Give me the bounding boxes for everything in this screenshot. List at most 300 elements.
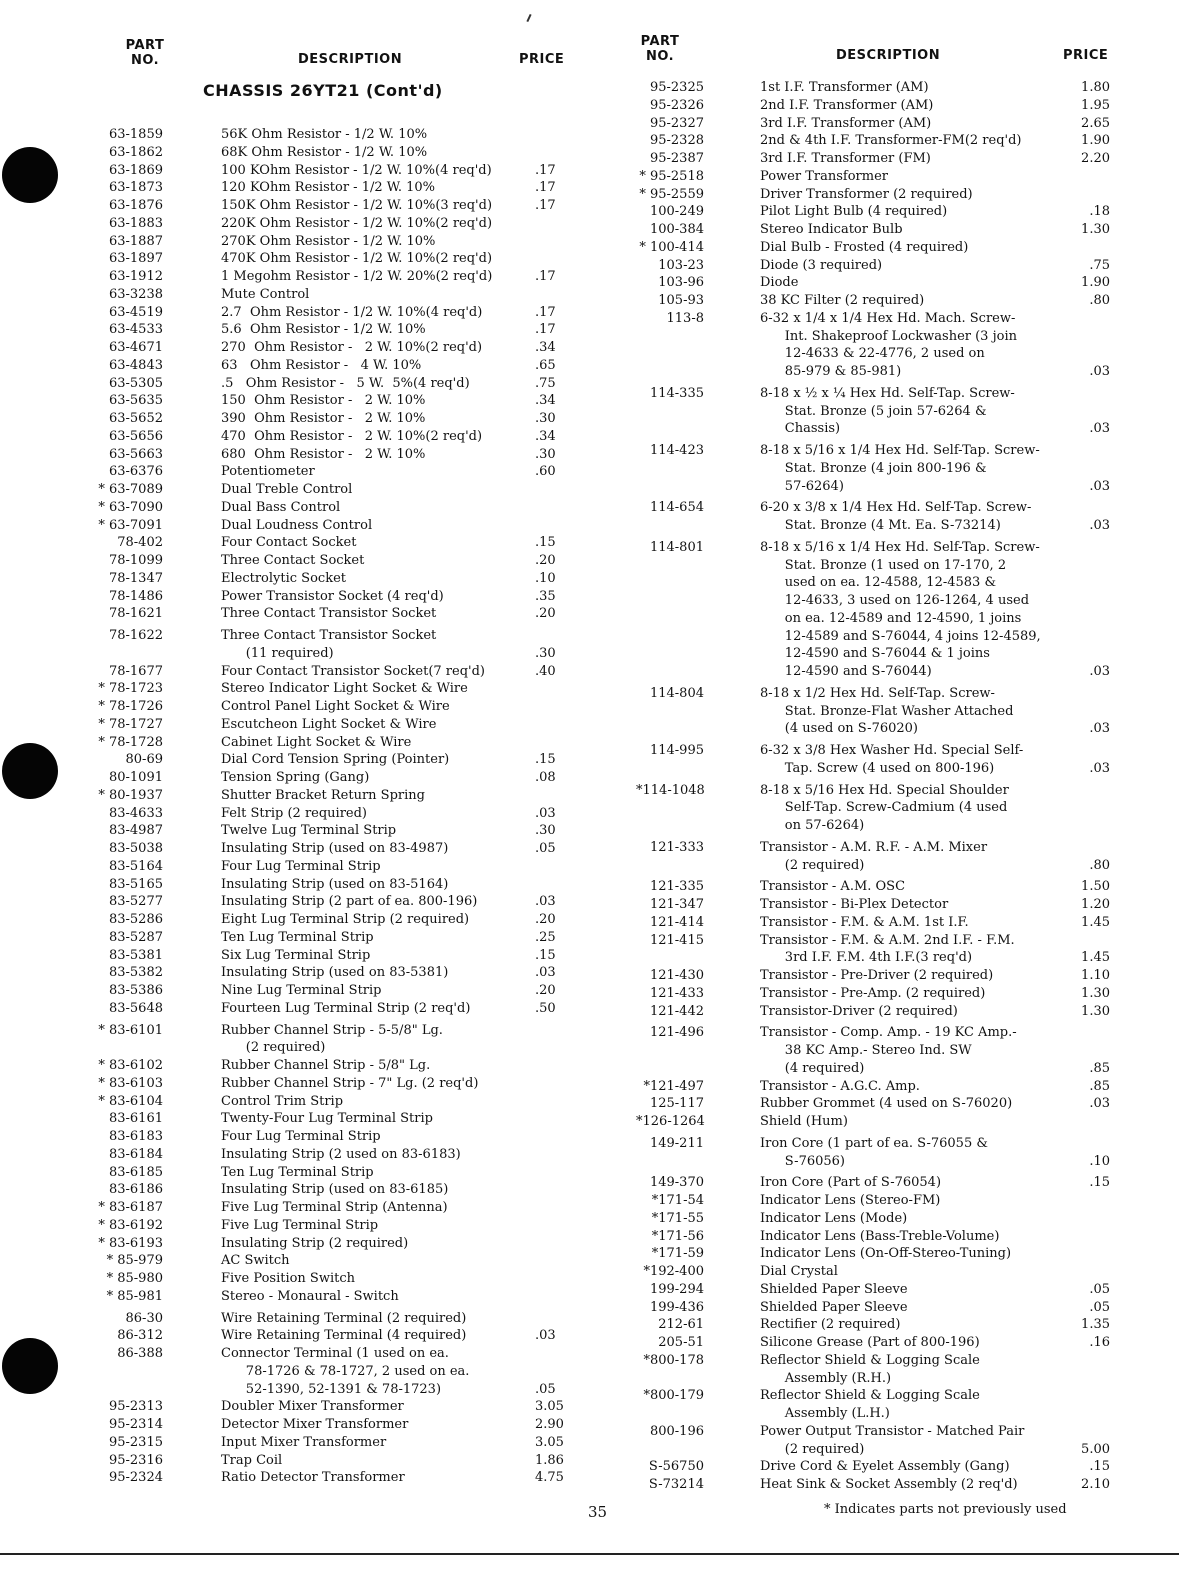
part-description: Felt Strip (2 required) <box>221 805 368 821</box>
table-row <box>95 947 595 965</box>
part-price: .15 <box>535 535 556 551</box>
part-description: Indicator Lens (Stereo-FM) <box>760 1193 941 1208</box>
part-price: .20 <box>535 912 556 927</box>
part-price: 1.95 <box>1081 97 1110 113</box>
part-no-header: PART NO. <box>640 34 680 64</box>
table-row <box>95 534 595 552</box>
right-column <box>636 30 1116 1494</box>
part-description: 2nd & 4th I.F. Transformer-FM(2 req'd) <box>760 133 1022 149</box>
part-description: Ten Lug Terminal Strip <box>221 929 374 945</box>
table-row <box>95 1164 595 1182</box>
part-number: *800-178 <box>643 1352 704 1368</box>
part-price: 2.10 <box>1081 1477 1110 1492</box>
part-description: Cabinet Light Socket & Wire <box>221 734 412 750</box>
table-row <box>95 233 595 251</box>
part-description: Dual Loudness Control <box>221 517 373 533</box>
part-number: 83-5286 <box>108 912 163 927</box>
part-number: 800-196 <box>649 1423 704 1439</box>
table-row <box>636 1113 1116 1131</box>
part-price: .03 <box>1089 421 1110 437</box>
part-description: Dial Crystal <box>760 1264 838 1279</box>
table-row <box>636 985 1116 1003</box>
part-price: 1.30 <box>1081 222 1110 237</box>
part-number: 95-2327 <box>649 115 704 131</box>
part-description: Five Lug Terminal Strip (Antenna) <box>221 1200 448 1215</box>
part-number: 83-4987 <box>108 823 163 839</box>
part-price: .05 <box>1089 1281 1110 1297</box>
part-description: Ten Lug Terminal Strip <box>221 1164 374 1180</box>
part-number: 63-5656 <box>108 428 163 444</box>
table-row <box>636 115 1116 133</box>
table-row <box>95 1181 595 1199</box>
part-description: 68K Ohm Resistor - 1/2 W. 10% <box>221 144 428 160</box>
table-row <box>95 1434 595 1452</box>
part-price: .15 <box>1089 1459 1110 1475</box>
part-number: 86-30 <box>125 1310 163 1326</box>
part-description: .5 Ohm Resistor - 5 W. 5%(4 req'd) <box>221 375 470 391</box>
part-number: *171-55 <box>651 1210 704 1226</box>
part-number: * 83-6101 <box>98 1022 163 1038</box>
part-price: .34 <box>535 428 556 444</box>
table-row <box>95 1327 595 1345</box>
table-row <box>95 751 595 769</box>
part-description: Stereo Indicator Bulb <box>760 222 903 237</box>
part-description: 2.7 Ohm Resistor - 1/2 W. 10%(4 req'd) <box>221 304 483 320</box>
part-price: 1.86 <box>535 1452 564 1468</box>
part-description: Drive Cord & Eyelet Assembly (Gang) <box>760 1459 1010 1475</box>
part-price: .03 <box>1089 1096 1110 1112</box>
part-price: .80 <box>1089 293 1110 308</box>
part-description: Input Mixer Transformer <box>221 1434 387 1450</box>
part-description: Potentiometer <box>221 464 315 480</box>
table-row <box>95 428 595 446</box>
part-number: 63-4519 <box>108 304 163 320</box>
part-number: S-56750 <box>648 1459 704 1475</box>
table-row <box>95 911 595 929</box>
part-number: 83-5382 <box>108 965 163 981</box>
table-row <box>636 914 1116 932</box>
part-description: Electrolytic Socket <box>221 570 346 586</box>
section-title: CHASSIS 26YT21 (Cont'd) <box>203 81 443 100</box>
part-number: 83-6184 <box>108 1146 163 1162</box>
part-number: *800-179 <box>643 1388 704 1404</box>
table-row <box>636 742 1116 778</box>
table-row <box>95 929 595 947</box>
part-number: * 80-1937 <box>98 787 163 803</box>
description-header: DESCRIPTION <box>836 48 941 63</box>
table-row <box>95 446 595 464</box>
punch-hole-middle <box>2 743 58 799</box>
part-price: .10 <box>1089 1153 1110 1169</box>
part-number: 95-2387 <box>649 151 704 166</box>
part-price: .15 <box>535 947 556 963</box>
right-parts-list <box>636 79 1116 1494</box>
part-price: 1.30 <box>1081 985 1110 1001</box>
table-row <box>95 1270 595 1288</box>
table-row <box>636 239 1116 257</box>
part-number: *192-400 <box>643 1264 704 1279</box>
table-row <box>636 274 1116 292</box>
part-price: 5.00 <box>1081 1441 1110 1457</box>
part-price: .03 <box>535 805 556 821</box>
part-description: Doubler Mixer Transformer <box>221 1399 404 1415</box>
part-description: Stereo Indicator Light Socket & Wire <box>221 681 468 697</box>
part-description: Tension Spring (Gang) <box>221 770 370 785</box>
part-description: Insulating Strip (2 used on 83-6183) <box>221 1146 461 1162</box>
table-row <box>95 627 595 663</box>
part-price: .03 <box>1089 664 1110 679</box>
part-description: Four Lug Terminal Strip <box>221 858 381 874</box>
table-row <box>95 1093 595 1111</box>
part-description: Three Contact Transistor Socket <box>221 606 437 622</box>
part-price: 1.30 <box>1081 1003 1110 1019</box>
table-row <box>636 1387 1116 1423</box>
part-number: 78-402 <box>117 535 163 551</box>
part-number: 63-1869 <box>108 162 163 178</box>
table-row <box>95 1310 595 1328</box>
scan-mark <box>526 14 531 22</box>
part-price: 2.65 <box>1081 115 1110 131</box>
part-description: Control Trim Strip <box>221 1093 344 1109</box>
part-number: * 95-2518 <box>639 168 704 184</box>
part-description: 150K Ohm Resistor - 1/2 W. 10%(3 req'd) <box>221 198 493 213</box>
page-number: 35 <box>588 1503 608 1521</box>
table-row <box>636 221 1116 239</box>
table-row <box>95 787 595 805</box>
table-row <box>95 392 595 410</box>
table-row <box>95 1452 595 1470</box>
part-number: * 85-979 <box>106 1253 163 1269</box>
part-description: Indicator Lens (Mode) <box>760 1210 908 1226</box>
table-row <box>636 1003 1116 1021</box>
table-row <box>95 481 595 499</box>
table-row <box>95 321 595 339</box>
part-price: 1.10 <box>1081 968 1110 983</box>
part-description: Shutter Bracket Return Spring <box>221 787 425 803</box>
part-description: Transistor - Bi-Plex Detector <box>760 897 949 912</box>
part-number: 114-804 <box>649 685 704 701</box>
table-row <box>95 1075 595 1093</box>
table-row <box>636 685 1116 738</box>
part-description: 470 Ohm Resistor - 2 W. 10%(2 req'd) <box>221 428 483 444</box>
part-number: 121-333 <box>649 839 704 855</box>
part-number: 78-1486 <box>108 588 163 604</box>
part-description: Iron Core (Part of S-76054) <box>760 1175 942 1191</box>
part-number: 83-6183 <box>108 1129 163 1144</box>
part-number: 63-6376 <box>108 464 163 480</box>
part-description: Driver Transformer (2 required) <box>760 186 973 202</box>
part-description: Iron Core (1 part of ea. S-76055 & S-76056) <box>760 1135 988 1169</box>
part-number: *171-56 <box>651 1228 704 1244</box>
part-number: *114-1048 <box>636 782 705 798</box>
part-number: 63-1873 <box>108 180 163 196</box>
table-row <box>95 663 595 681</box>
part-price: 1.45 <box>1081 914 1110 930</box>
part-number: 95-2325 <box>649 80 704 95</box>
part-number: 78-1621 <box>108 606 163 622</box>
table-row <box>636 203 1116 221</box>
part-number: 83-5648 <box>108 1000 163 1016</box>
part-number: 149-211 <box>649 1135 704 1151</box>
part-number: 63-4533 <box>108 322 163 338</box>
table-row <box>95 1345 595 1398</box>
part-number: 121-496 <box>649 1025 704 1041</box>
part-number: 121-414 <box>649 914 704 930</box>
part-price: .05 <box>1089 1299 1110 1315</box>
part-number: 114-801 <box>649 539 704 555</box>
part-number: 78-1347 <box>108 570 163 586</box>
table-row <box>636 896 1116 914</box>
table-row <box>636 499 1116 535</box>
part-description: Insulating Strip (2 part of ea. 800-196) <box>221 894 478 910</box>
table-row <box>95 517 595 535</box>
part-price: .40 <box>535 663 556 679</box>
part-description: 3rd I.F. Transformer (FM) <box>760 151 931 166</box>
part-price: .80 <box>1089 857 1110 873</box>
part-number: 78-1622 <box>108 628 163 643</box>
part-number: 121-347 <box>649 897 704 912</box>
table-row <box>95 339 595 357</box>
part-price: 3.05 <box>535 1399 564 1415</box>
part-description: Power Transformer <box>760 168 888 184</box>
part-description: 6-32 x 3/8 Hex Washer Hd. Special Self- Tap. Screw (4 used on 800-196) <box>760 743 1024 776</box>
part-number: 199-294 <box>649 1281 704 1297</box>
part-description: Silicone Grease (Part of 800-196) <box>760 1335 980 1350</box>
part-price: 4.75 <box>535 1470 564 1486</box>
part-description: Transistor - Pre-Driver (2 required) <box>760 968 994 983</box>
part-number: 80-69 <box>125 752 163 768</box>
part-number: 205-51 <box>658 1335 704 1350</box>
part-description: Four Contact Transistor Socket(7 req'd) <box>221 663 485 679</box>
table-row <box>95 552 595 570</box>
part-description: Detector Mixer Transformer <box>221 1417 409 1432</box>
part-description: Reflector Shield & Logging Scale Assembly (L.H.) <box>760 1388 980 1421</box>
part-description: Insulating Strip (used on 83-6185) <box>221 1182 449 1198</box>
part-price: 2.90 <box>535 1417 564 1432</box>
part-number: 83-5038 <box>108 841 163 856</box>
part-price: 1.20 <box>1081 897 1110 912</box>
part-number: 212-61 <box>658 1317 704 1333</box>
part-description: Nine Lug Terminal Strip <box>221 983 382 998</box>
table-row <box>636 257 1116 275</box>
part-number: 83-5287 <box>108 929 163 945</box>
part-number: * 83-6103 <box>98 1075 163 1091</box>
table-row <box>95 1022 595 1058</box>
table-row <box>95 144 595 162</box>
part-description: Five Position Switch <box>221 1271 356 1286</box>
part-price: .20 <box>535 553 556 568</box>
part-number: 83-5277 <box>108 894 163 910</box>
part-price: .17 <box>535 304 556 320</box>
part-number: 86-312 <box>117 1328 163 1344</box>
part-price: .05 <box>535 1381 556 1397</box>
table-row <box>95 822 595 840</box>
table-row <box>95 126 595 144</box>
part-number: * 78-1726 <box>98 699 163 714</box>
part-number: * 95-2559 <box>639 186 704 202</box>
table-row <box>95 357 595 375</box>
table-row <box>95 1252 595 1270</box>
part-number: 63-5635 <box>108 393 163 409</box>
table-row <box>95 698 595 716</box>
part-description: Transistor - F.M. & A.M. 2nd I.F. - F.M. 3rd I.F. F.M. 4th I.F.(3 req'd) <box>760 932 1015 966</box>
part-number: 149-370 <box>649 1175 704 1191</box>
part-description: Rubber Grommet (4 used on S-76020) <box>760 1096 1013 1112</box>
part-price: .85 <box>1089 1078 1110 1094</box>
part-description: Transistor - A.M. OSC <box>760 879 906 895</box>
part-number: 83-5164 <box>108 858 163 874</box>
table-row <box>636 932 1116 968</box>
table-row <box>636 1458 1116 1476</box>
part-number: 114-995 <box>649 743 704 758</box>
part-description: Transistor - F.M. & A.M. 1st I.F. <box>760 914 969 930</box>
part-description: Transistor - A.M. R.F. - A.M. Mixer (2 required) <box>760 839 988 873</box>
table-row <box>636 967 1116 985</box>
part-description: 1st I.F. Transformer (AM) <box>760 80 929 95</box>
part-number: * 63-7089 <box>98 482 163 497</box>
part-description: Five Lug Terminal Strip <box>221 1217 379 1233</box>
table-row <box>636 1263 1116 1281</box>
part-description: Shielded Paper Sleeve <box>760 1281 908 1297</box>
part-description: Four Contact Socket <box>221 535 357 551</box>
table-row <box>636 79 1116 97</box>
part-number: * 63-7091 <box>98 517 163 533</box>
part-price: .17 <box>535 269 556 284</box>
part-number: 125-117 <box>649 1096 704 1112</box>
part-number: 121-442 <box>649 1003 704 1019</box>
part-price: .30 <box>535 645 556 661</box>
part-number: *126-1264 <box>636 1114 705 1129</box>
part-price: .08 <box>535 770 556 785</box>
right-column-header <box>636 30 1116 74</box>
part-number: 63-5305 <box>108 375 163 391</box>
bottom-rule <box>0 1553 1179 1555</box>
price-header: PRICE <box>1063 48 1109 63</box>
part-number: 83-6161 <box>108 1111 163 1127</box>
part-number: 83-5386 <box>108 983 163 998</box>
table-row <box>95 268 595 286</box>
part-number: 83-6185 <box>108 1164 163 1180</box>
table-row <box>95 805 595 823</box>
part-price: .17 <box>535 180 556 196</box>
part-price: .30 <box>535 823 556 839</box>
part-description: Transistor-Driver (2 required) <box>760 1003 958 1019</box>
table-row <box>636 1352 1116 1388</box>
part-price: .03 <box>1089 518 1110 533</box>
part-number: * 83-6102 <box>98 1058 163 1073</box>
part-description: 38 KC Filter (2 required) <box>760 293 925 308</box>
part-number: 63-1883 <box>108 215 163 231</box>
part-number: 121-430 <box>649 968 704 983</box>
part-description: Insulating Strip (used on 83-4987) <box>221 841 449 856</box>
table-row <box>95 375 595 393</box>
table-row <box>95 499 595 517</box>
part-number: 95-2324 <box>108 1470 163 1486</box>
part-description: 8-18 x 1/2 Hex Hd. Self-Tap. Screw- Stat. Bronze-Flat Washer Attached (4 used on S-76020) <box>760 685 1014 737</box>
part-description: Power Transistor Socket (4 req'd) <box>221 588 444 604</box>
part-number: *171-59 <box>651 1246 704 1262</box>
table-row <box>636 150 1116 168</box>
part-price: .75 <box>535 375 556 391</box>
punch-hole-top <box>2 147 58 203</box>
part-number: * 78-1723 <box>98 681 163 697</box>
part-price: 2.20 <box>1081 151 1110 166</box>
part-number: * 100-414 <box>639 239 704 255</box>
table-row <box>636 1476 1116 1494</box>
table-row <box>636 1334 1116 1352</box>
table-row <box>95 197 595 215</box>
part-description: 8-18 x 5/16 x 1/4 Hex Hd. Self-Tap. Screw- Stat. Bronze (4 join 800-196 & 57-6264) <box>760 443 1040 494</box>
part-description: Pilot Light Bulb (4 required) <box>760 204 948 220</box>
part-price: .15 <box>535 752 556 768</box>
part-number: * 83-6193 <box>98 1235 163 1251</box>
part-price: 3.05 <box>535 1434 564 1450</box>
part-description: Twelve Lug Terminal Strip <box>221 823 397 839</box>
table-row <box>95 1000 595 1018</box>
part-number: 100-384 <box>649 222 704 237</box>
part-description: 1 Megohm Resistor - 1/2 W. 20%(2 req'd) <box>221 269 493 284</box>
punch-hole-bottom <box>2 1338 58 1394</box>
table-row <box>95 769 595 787</box>
part-price: 1.45 <box>1081 950 1110 966</box>
table-row <box>95 1217 595 1235</box>
price-header: PRICE <box>519 52 565 67</box>
part-description: Shielded Paper Sleeve <box>760 1299 908 1315</box>
part-number: 80-1091 <box>108 770 163 785</box>
part-number: 113-8 <box>666 310 704 326</box>
part-description: Insulating Strip (used on 83-5164) <box>221 876 449 892</box>
part-description: Shield (Hum) <box>760 1114 848 1129</box>
part-description: Insulating Strip (2 required) <box>221 1235 409 1251</box>
left-parts-list <box>95 126 595 1487</box>
part-description: 5.6 Ohm Resistor - 1/2 W. 10% <box>221 322 426 338</box>
part-price: .03 <box>1089 721 1110 737</box>
part-number: 95-2328 <box>649 133 704 149</box>
table-row <box>95 893 595 911</box>
part-description: 100 KOhm Resistor - 1/2 W. 10%(4 req'd) <box>221 162 492 178</box>
table-row <box>95 858 595 876</box>
part-description: Transistor - Pre-Amp. (2 required) <box>760 985 986 1001</box>
table-row <box>95 1110 595 1128</box>
part-price: .17 <box>535 198 556 213</box>
table-row <box>95 410 595 428</box>
part-price: .17 <box>535 322 556 338</box>
part-price: .20 <box>535 983 556 998</box>
table-row <box>95 605 595 623</box>
part-description: Rubber Channel Strip - 5-5/8" Lg. (2 required) <box>221 1022 443 1056</box>
part-price: .25 <box>535 929 556 945</box>
part-price: .10 <box>535 570 556 586</box>
part-description: Reflector Shield & Logging Scale Assembly (R.H.) <box>760 1352 980 1386</box>
part-description: Indicator Lens (On-Off-Stereo-Tuning) <box>760 1246 1012 1262</box>
part-price: .85 <box>1089 1060 1110 1076</box>
part-number: S-73214 <box>648 1477 704 1492</box>
table-row <box>95 463 595 481</box>
part-description: 390 Ohm Resistor - 2 W. 10% <box>221 411 426 426</box>
part-description: Diode (3 required) <box>760 257 883 273</box>
part-price: .15 <box>1089 1175 1110 1191</box>
part-price: 1.50 <box>1081 879 1110 895</box>
part-description: 470K Ohm Resistor - 1/2 W. 10%(2 req'd) <box>221 251 493 267</box>
table-row <box>95 1146 595 1164</box>
part-number: 83-5381 <box>108 947 163 963</box>
table-row <box>636 839 1116 875</box>
part-description: Twenty-Four Lug Terminal Strip <box>221 1111 433 1127</box>
table-row <box>636 878 1116 896</box>
part-number: 63-3238 <box>108 286 163 302</box>
table-row <box>636 385 1116 438</box>
part-number: 121-433 <box>649 985 704 1001</box>
